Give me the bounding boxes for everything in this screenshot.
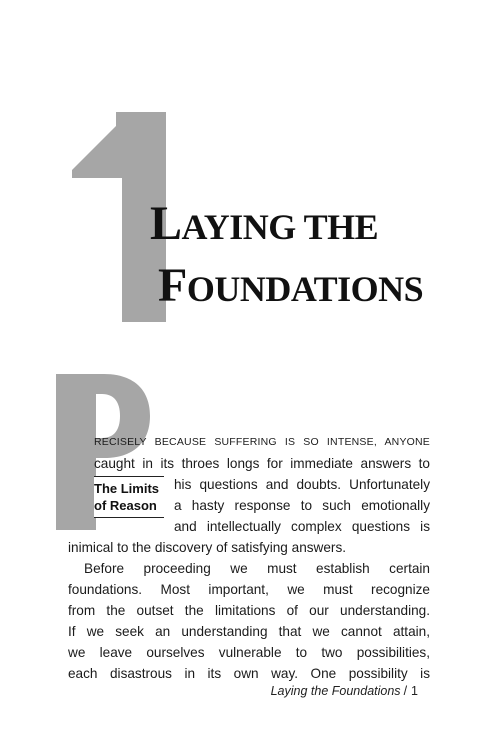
footer-separator: / — [403, 684, 408, 698]
margin-heading — [94, 476, 164, 518]
title-rest-2: OUNDATIONS — [186, 269, 424, 309]
body-line: a hasty response to such emotionally — [174, 498, 430, 513]
title-initial-f: F — [158, 259, 187, 312]
margin-heading-line-2: of Reason — [94, 498, 157, 513]
body-text — [68, 430, 430, 684]
body-line: and intellectually complex questions is — [174, 519, 430, 534]
body-line: from the outset the limitations of our understanding. — [68, 603, 430, 618]
page-number: 1 — [411, 684, 418, 698]
chapter-title-line-1 — [150, 197, 423, 250]
running-footer — [271, 684, 418, 698]
body-line: each disastrous in its own way. One possibility is — [68, 666, 430, 681]
body-line: Before proceeding we must establish certain — [84, 561, 430, 576]
chapter-title-line-2 — [158, 259, 424, 312]
title-rest-1: AYING THE — [181, 207, 379, 247]
body-line: his questions and doubts. Unfortunately — [174, 477, 430, 492]
body-line: If we seek an understanding that we cannot attain, — [68, 624, 430, 639]
body-line: caught in its throes longs for immediate answers to — [94, 456, 430, 471]
margin-heading-line-1: The Limits — [94, 481, 160, 496]
running-title: Laying the Foundations — [270, 684, 401, 698]
body-line: we leave ourselves vulnerable to two possibilities, — [68, 645, 430, 660]
body-line-1-text: RECISELY BECAUSE SUFFERING IS SO INTENSE, ANYONE — [94, 436, 430, 448]
chapter-title — [150, 197, 424, 324]
body-line: foundations. Most important, we must recognize — [68, 582, 430, 597]
body-line: inimical to the discovery of satisfying answers. — [68, 540, 347, 555]
title-initial-l: L — [150, 197, 182, 250]
body-line — [94, 430, 430, 453]
